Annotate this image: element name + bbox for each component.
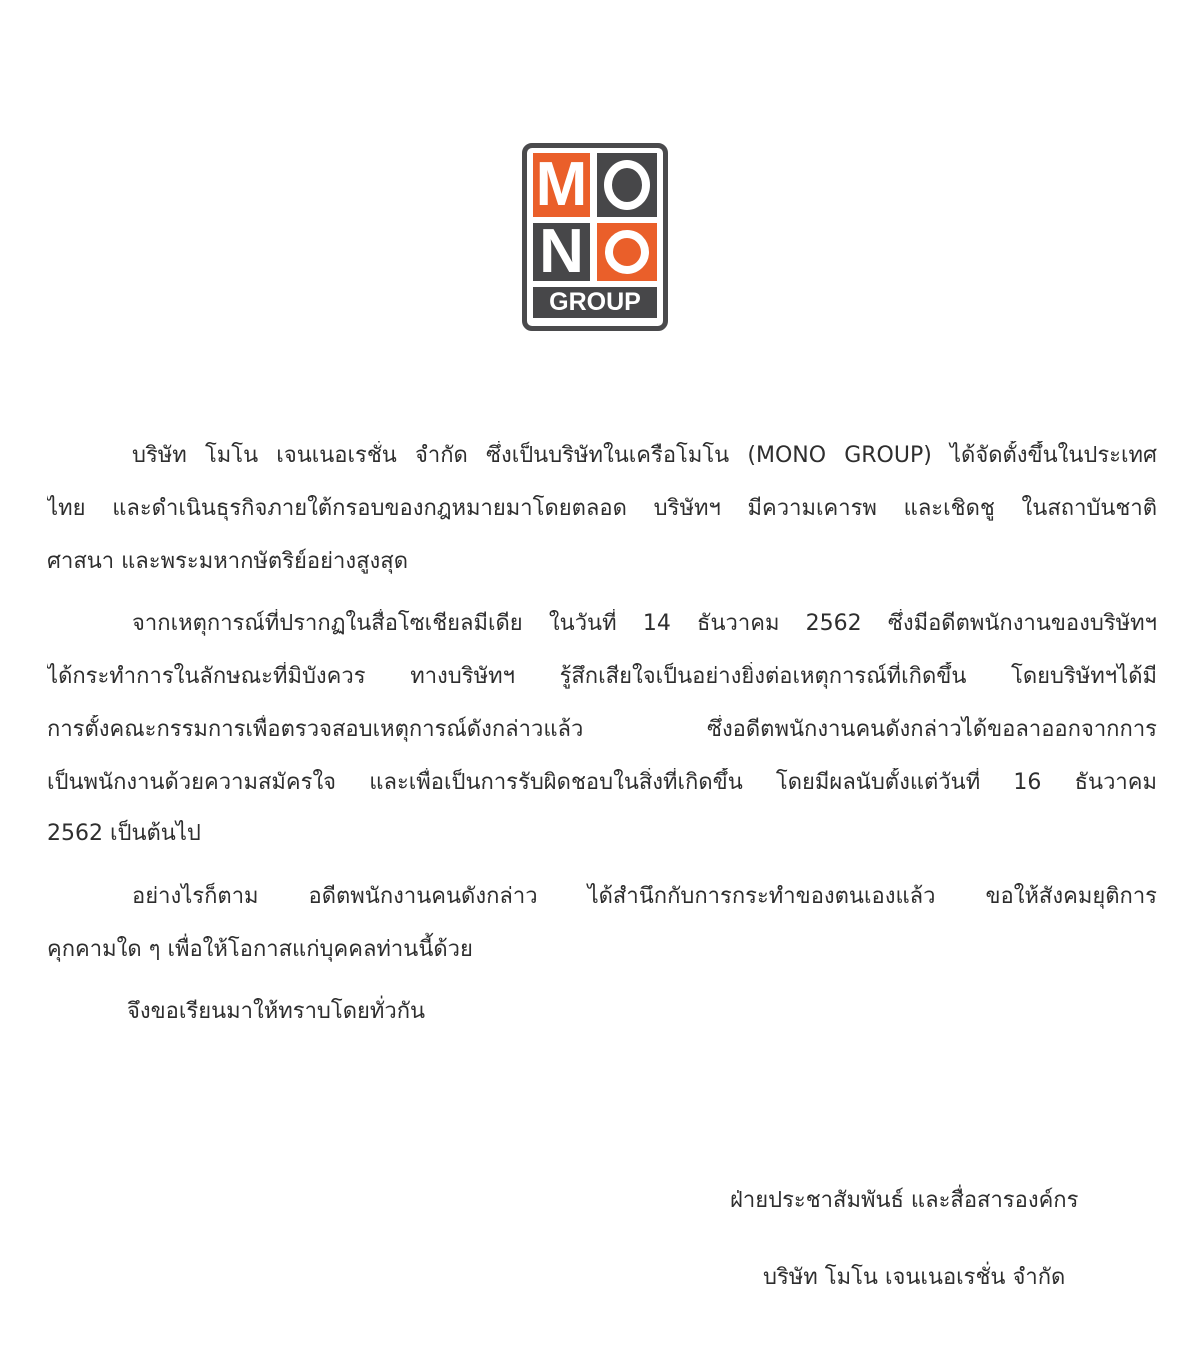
signature-company: บริษัท โมโน เจนเนอเรชั่น จำกัด (763, 1265, 1066, 1290)
paragraph-1-line-1: บริษัท โมโน เจนเนอเรชั่น จำกัด ซึ่งเป็นบริษัทในเครือโมโน (MONO GROUP) ได้จัดตั้งขึ้นในประเทศ (132, 443, 1157, 468)
logo-letter-o-ring-icon (604, 160, 650, 210)
paragraph-1-line-2: ไทย และดำเนินธุรกิจภายใต้กรอบของกฎหมายมาโดยตลอด บริษัทฯ มีความเคารพ และเชิดชู ในสถาบันชาติ (47, 496, 1157, 521)
paragraph-3-line-2: คุกคามใด ๆ เพื่อให้โอกาสแก่บุคคลท่านนี้ด้วย (47, 937, 473, 962)
logo-tile-o-bottom (597, 223, 657, 281)
paragraph-2-line-1: จากเหตุการณ์ที่ปรากฏในสื่อโซเชียลมีเดีย ในวันที่ 14 ธันวาคม 2562 ซึ่งมีอดีตพนักงานของบริษัทฯ (132, 611, 1157, 636)
logo-tile-o-top (597, 153, 657, 217)
paragraph-2-line-5: 2562 เป็นต้นไป (47, 821, 201, 846)
signature-department: ฝ่ายประชาสัมพันธ์ และสื่อสารองค์กร (730, 1188, 1079, 1213)
paragraph-2-line-3: การตั้งคณะกรรมการเพื่อตรวจสอบเหตุการณ์ดังกล่าวแล้ว ซึ่งอดีตพนักงานคนดังกล่าวได้ขอลาออกจากการ (47, 717, 1157, 742)
logo-group-caption: GROUP (533, 287, 657, 318)
paragraph-2-line-4: เป็นพนักงานด้วยความสมัครใจ และเพื่อเป็นการรับผิดชอบในสิ่งที่เกิดขึ้น โดยมีผลนับตั้งแต่วันที่ 16 ธันวาคม (47, 770, 1157, 795)
paragraph-2-line-2: ได้กระทำการในลักษณะที่มิบังควร ทางบริษัทฯ รู้สึกเสียใจเป็นอย่างยิ่งต่อเหตุการณ์ที่เกิดขึ้น โดยบริษัทฯได้มี (47, 664, 1157, 689)
logo-letter-n: N (539, 217, 584, 286)
paragraph-1-line-3: ศาสนา และพระมหากษัตริย์อย่างสูงสุด (47, 549, 409, 574)
mono-group-logo (522, 143, 668, 331)
logo-tile-n (533, 217, 590, 286)
closing-statement: จึงขอเรียนมาให้ทราบโดยทั่วกัน (127, 999, 426, 1024)
logo-letter-o-ring-icon (605, 230, 649, 274)
logo-letter-m: M (535, 150, 588, 219)
logo-tile-m (533, 150, 590, 219)
paragraph-3-line-1: อย่างไรก็ตาม อดีตพนักงานคนดังกล่าว ได้สำนึกกับการกระทำของตนเองแล้ว ขอให้สังคมยุติการ (132, 884, 1157, 909)
